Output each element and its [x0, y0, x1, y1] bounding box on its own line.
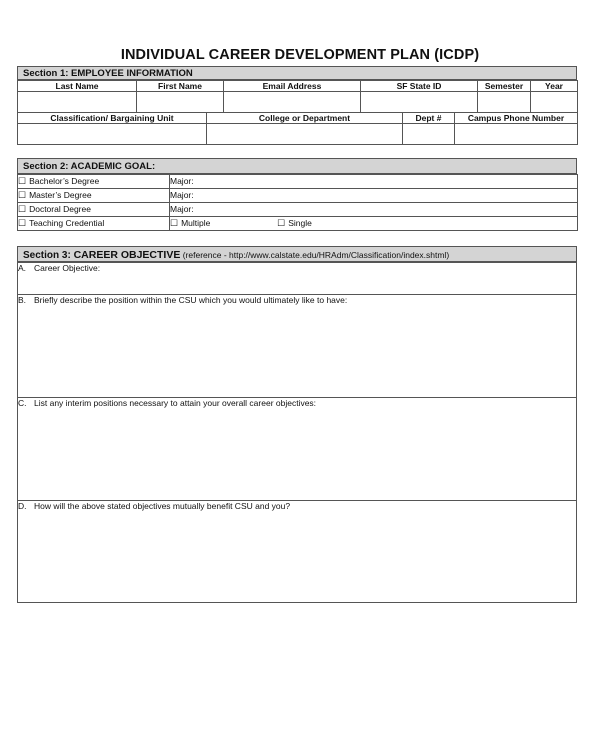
- state-id-field[interactable]: [361, 92, 478, 113]
- interim-positions-field[interactable]: [18, 398, 577, 501]
- last-name-label: Last Name: [18, 81, 137, 92]
- item-text: List any interim positions necessary to attain your overall career objectives:: [34, 398, 317, 408]
- mutual-benefit-field[interactable]: [18, 501, 577, 603]
- bachelors-label: Bachelor’s Degree: [29, 176, 100, 186]
- multiple-label: Multiple: [181, 218, 211, 228]
- major-label: Major:: [170, 176, 194, 186]
- academic-row: [18, 203, 578, 217]
- checkbox-icon[interactable]: ☐: [18, 176, 27, 186]
- doctoral-major-field[interactable]: [170, 203, 578, 217]
- single-label: Single: [288, 218, 312, 228]
- bachelors-major-field[interactable]: [170, 175, 578, 189]
- phone-label: Campus Phone Number: [455, 113, 578, 124]
- college-field[interactable]: [207, 124, 403, 145]
- doctoral-option[interactable]: [18, 203, 170, 217]
- dept-number-field[interactable]: [403, 124, 455, 145]
- page-title: INDIVIDUAL CAREER DEVELOPMENT PLAN (ICDP): [120, 47, 480, 63]
- academic-row: [18, 217, 578, 231]
- section3-title: CAREER OBJECTIVE: [73, 249, 181, 261]
- section1-header: [17, 66, 577, 80]
- email-label: Email Address: [224, 81, 361, 92]
- masters-major-field[interactable]: [170, 189, 578, 203]
- last-name-field[interactable]: [18, 92, 137, 113]
- academic-row: [18, 175, 578, 189]
- item-letter: B.: [18, 295, 27, 305]
- major-label: Major:: [170, 204, 194, 214]
- item-letter: A.: [18, 263, 27, 273]
- employee-info-table-row2: [17, 112, 578, 145]
- checkbox-icon[interactable]: ☐: [18, 204, 27, 214]
- classification-field[interactable]: [18, 124, 207, 145]
- classification-label: Classification/ Bargaining Unit: [18, 113, 207, 124]
- credential-type-cell: [170, 217, 578, 231]
- year-label: Year: [531, 81, 578, 92]
- first-name-field[interactable]: [137, 92, 224, 113]
- major-label: Major:: [170, 190, 194, 200]
- reference-link[interactable]: (reference - http://www.calstate.edu/HRAdm/Classification/index.shtml): [180, 250, 450, 260]
- academic-row: [18, 189, 578, 203]
- checkbox-icon[interactable]: ☐: [170, 218, 179, 228]
- section3-prefix: Section 3:: [23, 250, 74, 261]
- employee-info-table-row1: [17, 80, 578, 113]
- teaching-option[interactable]: [18, 217, 170, 231]
- dept-number-label: Dept #: [403, 113, 455, 124]
- section2-header: [17, 158, 577, 174]
- item-text: How will the above stated objectives mutually benefit CSU and you?: [34, 501, 291, 511]
- phone-field[interactable]: [455, 124, 578, 145]
- checkbox-icon[interactable]: ☐: [18, 190, 27, 200]
- career-objective-table: [17, 262, 577, 603]
- semester-field[interactable]: [478, 92, 531, 113]
- item-letter: C.: [18, 398, 27, 408]
- section3-header: [17, 246, 577, 262]
- bachelors-option[interactable]: [18, 175, 170, 189]
- checkbox-icon[interactable]: ☐: [18, 218, 27, 228]
- college-label: College or Department: [207, 113, 403, 124]
- item-text: Career Objective:: [34, 263, 101, 273]
- semester-label: Semester: [478, 81, 531, 92]
- section1-header-text: Section 1: EMPLOYEE INFORMATION: [23, 68, 193, 79]
- year-field[interactable]: [531, 92, 578, 113]
- section2-header-text: Section 2: ACADEMIC GOAL:: [23, 161, 156, 172]
- item-text: Briefly describe the position within the CSU which you would ultimately like to have:: [34, 295, 348, 305]
- first-name-label: First Name: [137, 81, 224, 92]
- teaching-label: Teaching Credential: [29, 218, 105, 228]
- masters-option[interactable]: [18, 189, 170, 203]
- state-id-label: SF State ID: [361, 81, 478, 92]
- email-field[interactable]: [224, 92, 361, 113]
- masters-label: Master’s Degree: [29, 190, 92, 200]
- position-description-field[interactable]: [18, 295, 577, 398]
- career-objective-field[interactable]: [18, 263, 577, 295]
- item-letter: D.: [18, 501, 27, 511]
- doctoral-label: Doctoral Degree: [29, 204, 91, 214]
- checkbox-icon[interactable]: ☐: [277, 218, 286, 228]
- academic-goal-table: [17, 174, 578, 231]
